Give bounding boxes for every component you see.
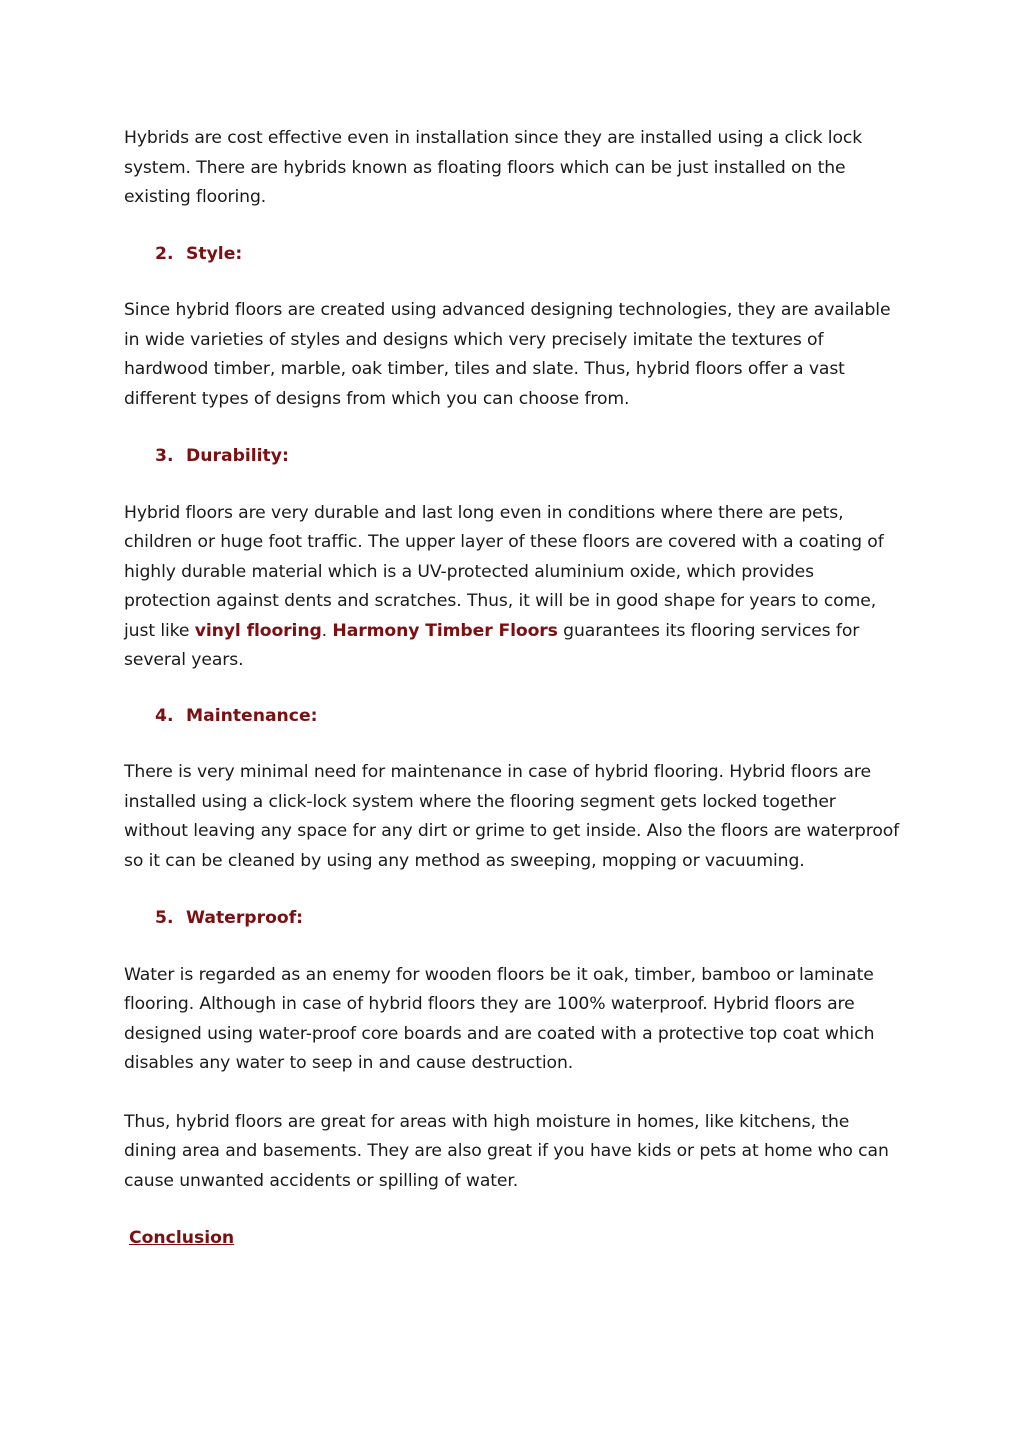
intro-paragraph: Hybrids are cost effective even in installation since they are installed using a click lock system. There are hybrids known as floating floors which can be just installed on the existing flooring. [124, 128, 863, 207]
heading-label: Maintenance: [186, 705, 318, 726]
heading-number: 2. [155, 243, 174, 264]
durability-separator: . [321, 620, 333, 641]
durability-text-end: guarantees its flooring services for several years. [124, 620, 860, 670]
heading-label: Waterproof: [186, 908, 304, 928]
heading-maintenance [124, 702, 904, 732]
style-paragraph: Since hybrid floors are created using advanced designing technologies, they are available in wide varieties of styles and designs which very precisely imitate the textures of hardwood timber, marble, oak timber, tiles and slate. Thus, hybrid floors offer a vast different types of designs from which you can choose from. [124, 300, 891, 409]
harmony-timber-floors-link[interactable]: Harmony Timber Floors [332, 620, 558, 641]
heading-label: Durability: [186, 446, 289, 466]
heading-style [124, 240, 904, 270]
heading-number: 5. [155, 908, 174, 928]
vinyl-flooring-link[interactable]: vinyl flooring [194, 620, 322, 641]
maintenance-paragraph: There is very minimal need for maintenance in case of hybrid flooring. Hybrid floors are installed using a click-lock system where the flooring segment gets locked together without leaving any space for any dirt or grime to get inside. Also the floors are waterproof so it can be cleaned by using any method as sweeping, mopping or vacuuming. [124, 762, 900, 871]
moisture-paragraph: Thus, hybrid floors are great for areas with high moisture in homes, like kitchens, the dining area and basements. They are also great if you have kids or pets at home who can cause unwanted accidents or spilling of water. [124, 1111, 889, 1191]
document-page [124, 124, 904, 1254]
durability-paragraph [124, 499, 904, 676]
heading-label: Style: [186, 243, 243, 264]
conclusion-heading-link[interactable]: Conclusion [129, 1228, 235, 1248]
durability-text: Hybrid floors are very durable and last long even in conditions where there are pets, children or huge foot traffic. The upper layer of these floors are covered with a coating of highly durable material which is a UV-protected aluminium oxide, which provides protection against dents and scratches. Thus, it will be in good shape for years to come, just like [124, 502, 884, 641]
heading-number: 3. [155, 446, 174, 466]
heading-durability [124, 442, 904, 472]
heading-waterproof [124, 904, 904, 934]
waterproof-paragraph: Water is regarded as an enemy for wooden floors be it oak, timber, bamboo or laminate flooring. Although in case of hybrid floors they are 100% waterproof. Hybrid floors are designed using water-proof core boards and are coated with a protective top coat which disables any water to seep in and cause destruction. [124, 964, 875, 1073]
heading-number: 4. [155, 705, 174, 726]
